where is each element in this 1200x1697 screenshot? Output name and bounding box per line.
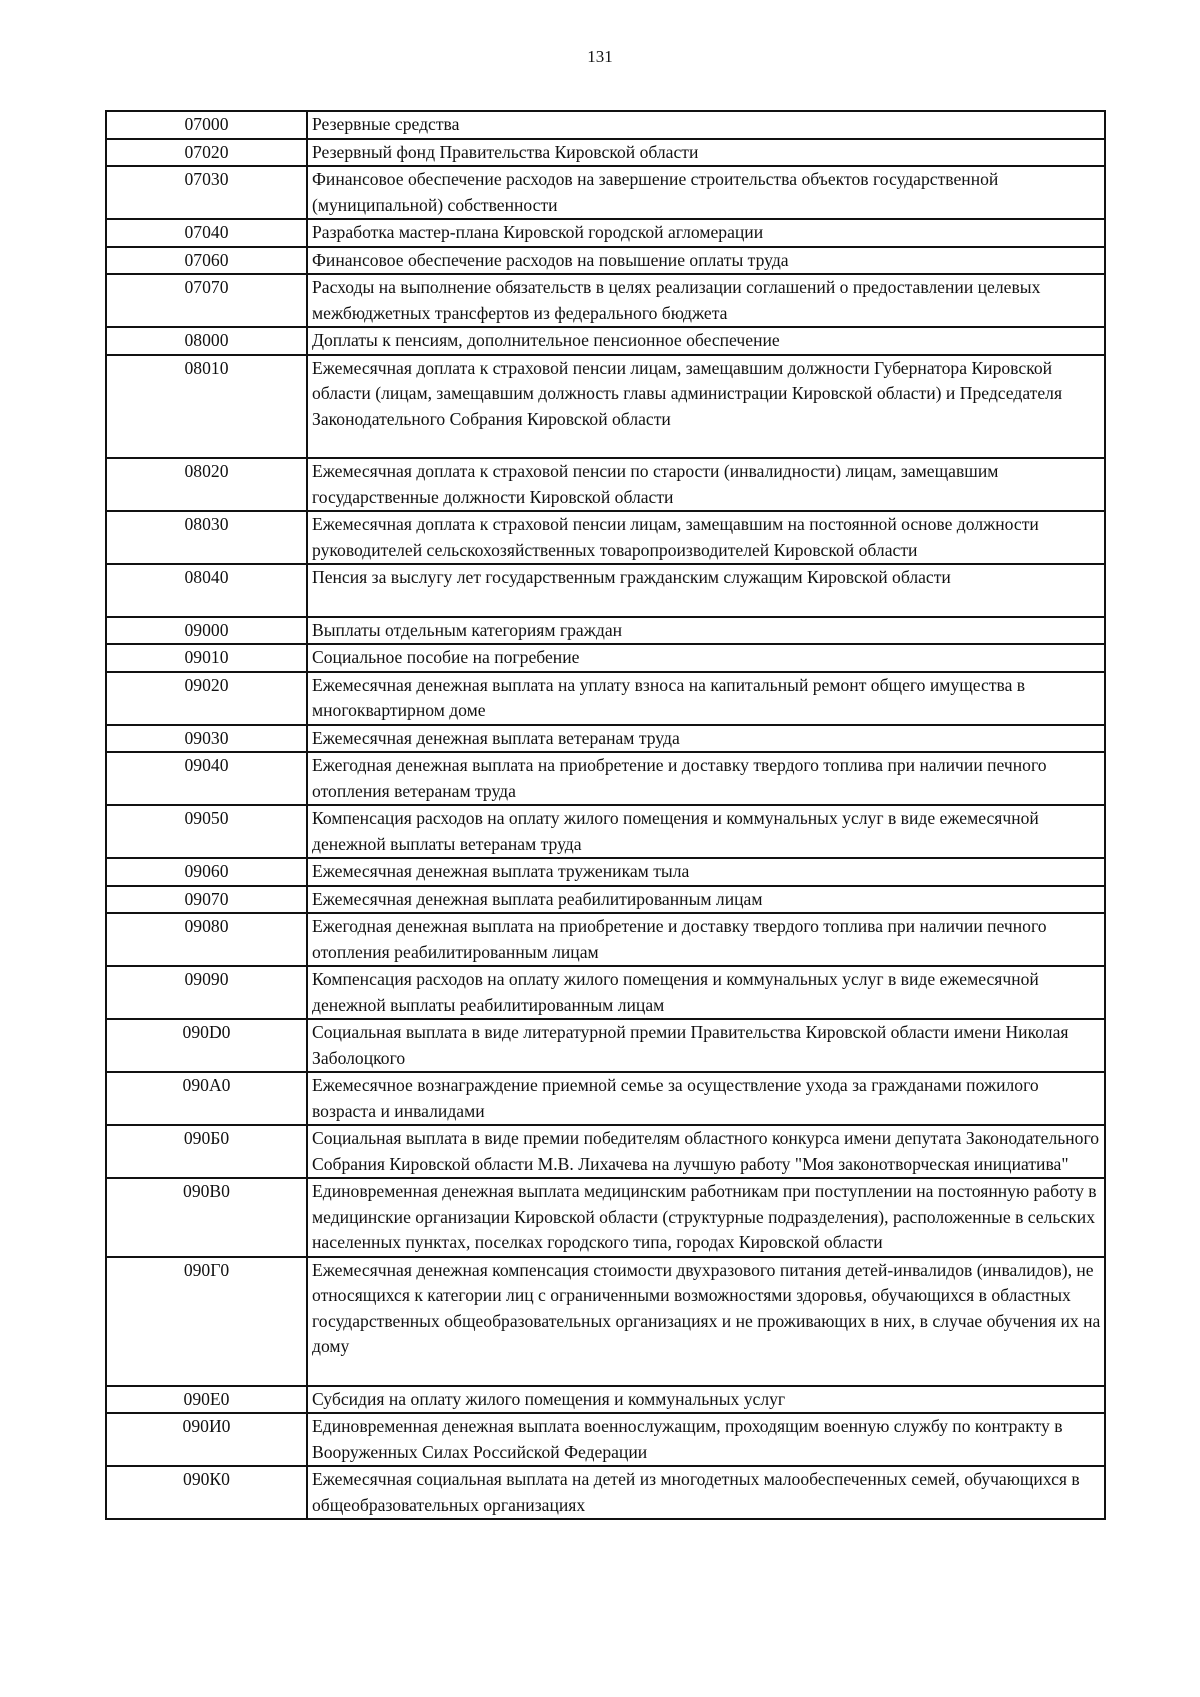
- table-row: [106, 966, 1105, 1019]
- code-cell: 09070: [106, 886, 307, 914]
- table-row: [106, 805, 1105, 858]
- description-cell: Резервный фонд Правительства Кировской области: [307, 139, 1105, 167]
- code-cell: 090D0: [106, 1019, 307, 1072]
- description-cell: Разработка мастер-плана Кировской городской агломерации: [307, 219, 1105, 247]
- table-row: [106, 247, 1105, 275]
- description-cell: Социальная выплата в виде литературной премии Правительства Кировской области имени Николая Заболоцкого: [307, 1019, 1105, 1072]
- table-row: [106, 1257, 1105, 1386]
- description-cell: Ежемесячная доплата к страховой пенсии по старости (инвалидности) лицам, замещавшим государственные должности Кировской области: [307, 458, 1105, 511]
- code-cell: 08040: [106, 564, 307, 617]
- description-cell: Финансовое обеспечение расходов на повышение оплаты труда: [307, 247, 1105, 275]
- table-row: [106, 1413, 1105, 1466]
- table-row: [106, 858, 1105, 886]
- table-row: [106, 1466, 1105, 1519]
- code-cell: 09030: [106, 725, 307, 753]
- code-cell: 08000: [106, 327, 307, 355]
- table-row: [106, 672, 1105, 725]
- table-row: [106, 327, 1105, 355]
- table-row: [106, 913, 1105, 966]
- description-cell: Ежемесячная денежная выплата ветеранам труда: [307, 725, 1105, 753]
- table-row: [106, 564, 1105, 617]
- code-cell: 09080: [106, 913, 307, 966]
- table-row: [106, 886, 1105, 914]
- description-cell: Ежегодная денежная выплата на приобретение и доставку твердого топлива при наличии печного отопления реабилитированным лицам: [307, 913, 1105, 966]
- code-cell: 09010: [106, 644, 307, 672]
- description-cell: Пенсия за выслугу лет государственным гражданским служащим Кировской области: [307, 564, 1105, 617]
- code-cell: 090Е0: [106, 1386, 307, 1414]
- budget-codes-table: [105, 110, 1106, 1520]
- table-row: [106, 617, 1105, 645]
- table-row: [106, 1386, 1105, 1414]
- code-cell: 090В0: [106, 1178, 307, 1257]
- page-number: 131: [587, 47, 613, 66]
- code-cell: 09040: [106, 752, 307, 805]
- code-cell: 08020: [106, 458, 307, 511]
- table-row: [106, 139, 1105, 167]
- description-cell: Доплаты к пенсиям, дополнительное пенсионное обеспечение: [307, 327, 1105, 355]
- description-cell: Ежемесячное вознаграждение приемной семье за осуществление ухода за гражданами пожилого возраста и инвалидами: [307, 1072, 1105, 1125]
- code-cell: 07020: [106, 139, 307, 167]
- description-cell: Ежемесячная денежная компенсация стоимости двухразового питания детей-инвалидов (инвалидов), не относящихся к категории лиц с ограниченными возможностями здоровья, обучающихся в областных государственных общеобразовательных организациях и не проживающих в них, в случае обучения их на дому: [307, 1257, 1105, 1386]
- description-cell: Ежемесячная денежная выплата реабилитированным лицам: [307, 886, 1105, 914]
- table-row: [106, 511, 1105, 564]
- code-cell: 09060: [106, 858, 307, 886]
- description-cell: Социальное пособие на погребение: [307, 644, 1105, 672]
- table-row: [106, 355, 1105, 459]
- table-row: [106, 166, 1105, 219]
- description-cell: Ежемесячная социальная выплата на детей из многодетных малообеспеченных семей, обучающихся в общеобразовательных организациях: [307, 1466, 1105, 1519]
- description-cell: Расходы на выполнение обязательств в целях реализации соглашений о предоставлении целевых межбюджетных трансфертов из федерального бюджета: [307, 274, 1105, 327]
- description-cell: Субсидия на оплату жилого помещения и коммунальных услуг: [307, 1386, 1105, 1414]
- code-cell: 090И0: [106, 1413, 307, 1466]
- description-cell: Резервные средства: [307, 111, 1105, 139]
- description-cell: Финансовое обеспечение расходов на завершение строительства объектов государственной (муниципальной) собственности: [307, 166, 1105, 219]
- table-row: [106, 725, 1105, 753]
- description-cell: Ежегодная денежная выплата на приобретение и доставку твердого топлива при наличии печного отопления ветеранам труда: [307, 752, 1105, 805]
- code-cell: 09050: [106, 805, 307, 858]
- code-cell: 090Г0: [106, 1257, 307, 1386]
- code-cell: 090К0: [106, 1466, 307, 1519]
- table-row: [106, 1178, 1105, 1257]
- description-cell: Ежемесячная доплата к страховой пенсии лицам, замещавшим на постоянной основе должности руководителей сельскохозяйственных товаропроизводителей Кировской области: [307, 511, 1105, 564]
- table-row: [106, 752, 1105, 805]
- code-cell: 09000: [106, 617, 307, 645]
- code-cell: 07000: [106, 111, 307, 139]
- code-cell: 090Б0: [106, 1125, 307, 1178]
- description-cell: Единовременная денежная выплата военнослужащим, проходящим военную службу по контракту в Вооруженных Силах Российской Федерации: [307, 1413, 1105, 1466]
- table-row: [106, 111, 1105, 139]
- description-cell: Компенсация расходов на оплату жилого помещения и коммунальных услуг в виде ежемесячной денежной выплаты ветеранам труда: [307, 805, 1105, 858]
- description-cell: Социальная выплата в виде премии победителям областного конкурса имени депутата Законодательного Собрания Кировской области М.В. Лихачева на лучшую работу "Моя законотворческая инициатива": [307, 1125, 1105, 1178]
- description-cell: Выплаты отдельным категориям граждан: [307, 617, 1105, 645]
- code-cell: 09090: [106, 966, 307, 1019]
- description-cell: Компенсация расходов на оплату жилого помещения и коммунальных услуг в виде ежемесячной денежной выплаты реабилитированным лицам: [307, 966, 1105, 1019]
- code-cell: 08030: [106, 511, 307, 564]
- code-cell: 07030: [106, 166, 307, 219]
- code-cell: 090A0: [106, 1072, 307, 1125]
- table-row: [106, 458, 1105, 511]
- code-cell: 08010: [106, 355, 307, 459]
- table-row: [106, 274, 1105, 327]
- table-row: [106, 219, 1105, 247]
- code-cell: 09020: [106, 672, 307, 725]
- description-cell: Ежемесячная денежная выплата на уплату взноса на капитальный ремонт общего имущества в многоквартирном доме: [307, 672, 1105, 725]
- description-cell: Ежемесячная денежная выплата труженикам тыла: [307, 858, 1105, 886]
- table-row: [106, 1125, 1105, 1178]
- description-cell: Единовременная денежная выплата медицинским работникам при поступлении на постоянную работу в медицинские организации Кировской области (структурные подразделения), расположенные в сельских населенных пунктах, поселках городского типа, городах Кировской области: [307, 1178, 1105, 1257]
- code-cell: 07060: [106, 247, 307, 275]
- code-cell: 07070: [106, 274, 307, 327]
- code-cell: 07040: [106, 219, 307, 247]
- description-cell: Ежемесячная доплата к страховой пенсии лицам, замещавшим должности Губернатора Кировской области (лицам, замещавшим должность главы администрации Кировской области) и Председателя Законодательного Собрания Кировской области: [307, 355, 1105, 459]
- table-row: [106, 1072, 1105, 1125]
- table-row: [106, 1019, 1105, 1072]
- table-row: [106, 644, 1105, 672]
